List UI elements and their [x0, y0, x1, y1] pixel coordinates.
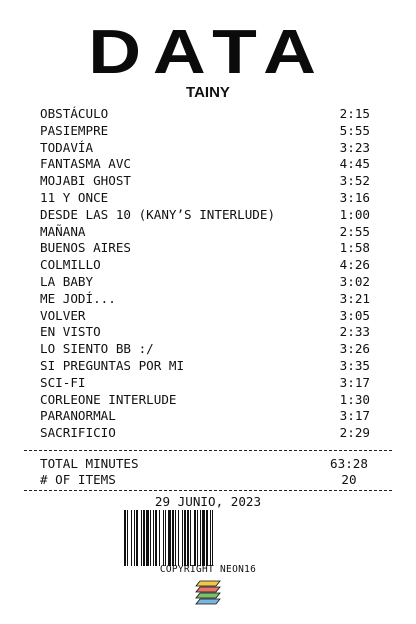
track-row	[40, 392, 370, 409]
track-row	[40, 156, 370, 173]
track-row	[40, 224, 370, 241]
track-duration: 2:33	[339, 324, 370, 340]
track-row	[40, 274, 370, 291]
track-name: PARANORMAL	[40, 408, 116, 424]
receipt-date: 29 JUNIO, 2023	[154, 494, 262, 509]
tracklist	[40, 106, 370, 442]
copyright-text: COPYRIGHT NEON16	[159, 564, 257, 575]
track-name: 11 Y ONCE	[40, 189, 109, 205]
track-name: COLMILLO	[40, 257, 101, 273]
track-duration: 2:15	[339, 106, 370, 121]
track-name: EN VISTO	[40, 324, 101, 340]
divider	[24, 490, 392, 491]
track-row	[40, 425, 370, 442]
track-name: VOLVER	[40, 307, 86, 323]
track-duration: 3:05	[339, 307, 370, 323]
track-name: ME JODÍ...	[40, 290, 116, 306]
track-row	[40, 291, 370, 308]
track-duration: 2:29	[339, 425, 370, 441]
track-name: SI PREGUNTAS POR MI	[40, 357, 185, 373]
track-duration: 3:26	[339, 341, 370, 357]
track-row	[40, 106, 370, 123]
track-duration: 3:17	[339, 408, 370, 424]
track-row	[40, 207, 370, 224]
track-row	[40, 190, 370, 207]
item-count-row	[40, 472, 370, 488]
track-duration: 3:21	[339, 290, 370, 306]
track-duration: 1:30	[339, 391, 370, 407]
track-row	[40, 375, 370, 392]
track-duration: 3:02	[339, 273, 370, 289]
track-row	[40, 408, 370, 425]
divider	[24, 450, 392, 451]
track-row	[40, 173, 370, 190]
track-duration: 1:00	[339, 206, 370, 222]
item-count-label: # OF ITEMS	[40, 472, 116, 487]
totals-section	[40, 456, 370, 488]
track-name: FANTASMA AVC	[40, 156, 131, 172]
track-duration: 3:17	[339, 374, 370, 390]
total-minutes-label: TOTAL MINUTES	[40, 456, 139, 471]
track-row	[40, 257, 370, 274]
track-name: OBSTÁCULO	[40, 106, 109, 121]
track-duration: 4:26	[339, 257, 370, 273]
track-name: DESDE LAS 10 (KANY’S INTERLUDE)	[40, 206, 276, 222]
track-name: MOJABI GHOST	[40, 173, 131, 189]
track-duration: 1:58	[339, 240, 370, 256]
artist-name: TAINY	[186, 84, 230, 101]
barcode	[124, 510, 292, 566]
track-duration: 4:45	[339, 156, 370, 172]
track-name: PASIEMPRE	[40, 122, 109, 138]
track-duration: 3:23	[339, 139, 370, 155]
track-row	[40, 358, 370, 375]
neon16-logo-icon	[194, 578, 222, 608]
track-duration: 3:52	[339, 173, 370, 189]
item-count-value: 20	[341, 472, 357, 487]
track-duration: 5:55	[339, 122, 370, 138]
track-name: BUENOS AIRES	[40, 240, 131, 256]
track-duration: 3:16	[339, 189, 370, 205]
track-name: LO SIENTO BB :/	[40, 341, 154, 357]
track-name: SCI-FI	[40, 374, 86, 390]
track-row	[40, 123, 370, 140]
track-duration: 3:35	[339, 357, 370, 373]
track-name: SACRIFICIO	[40, 425, 116, 441]
track-duration: 2:55	[339, 223, 370, 239]
track-name: TODAVÍA	[40, 139, 94, 155]
track-row	[40, 240, 370, 257]
total-minutes-value: 63:28	[330, 456, 368, 471]
total-minutes-row	[40, 456, 370, 472]
track-row	[40, 324, 370, 341]
track-name: LA BABY	[40, 273, 94, 289]
track-row	[40, 341, 370, 358]
track-name: CORLEONE INTERLUDE	[40, 391, 177, 407]
track-name: MAÑANA	[40, 223, 86, 239]
track-row	[40, 308, 370, 325]
track-row	[40, 140, 370, 157]
album-title: DATA	[88, 18, 328, 87]
